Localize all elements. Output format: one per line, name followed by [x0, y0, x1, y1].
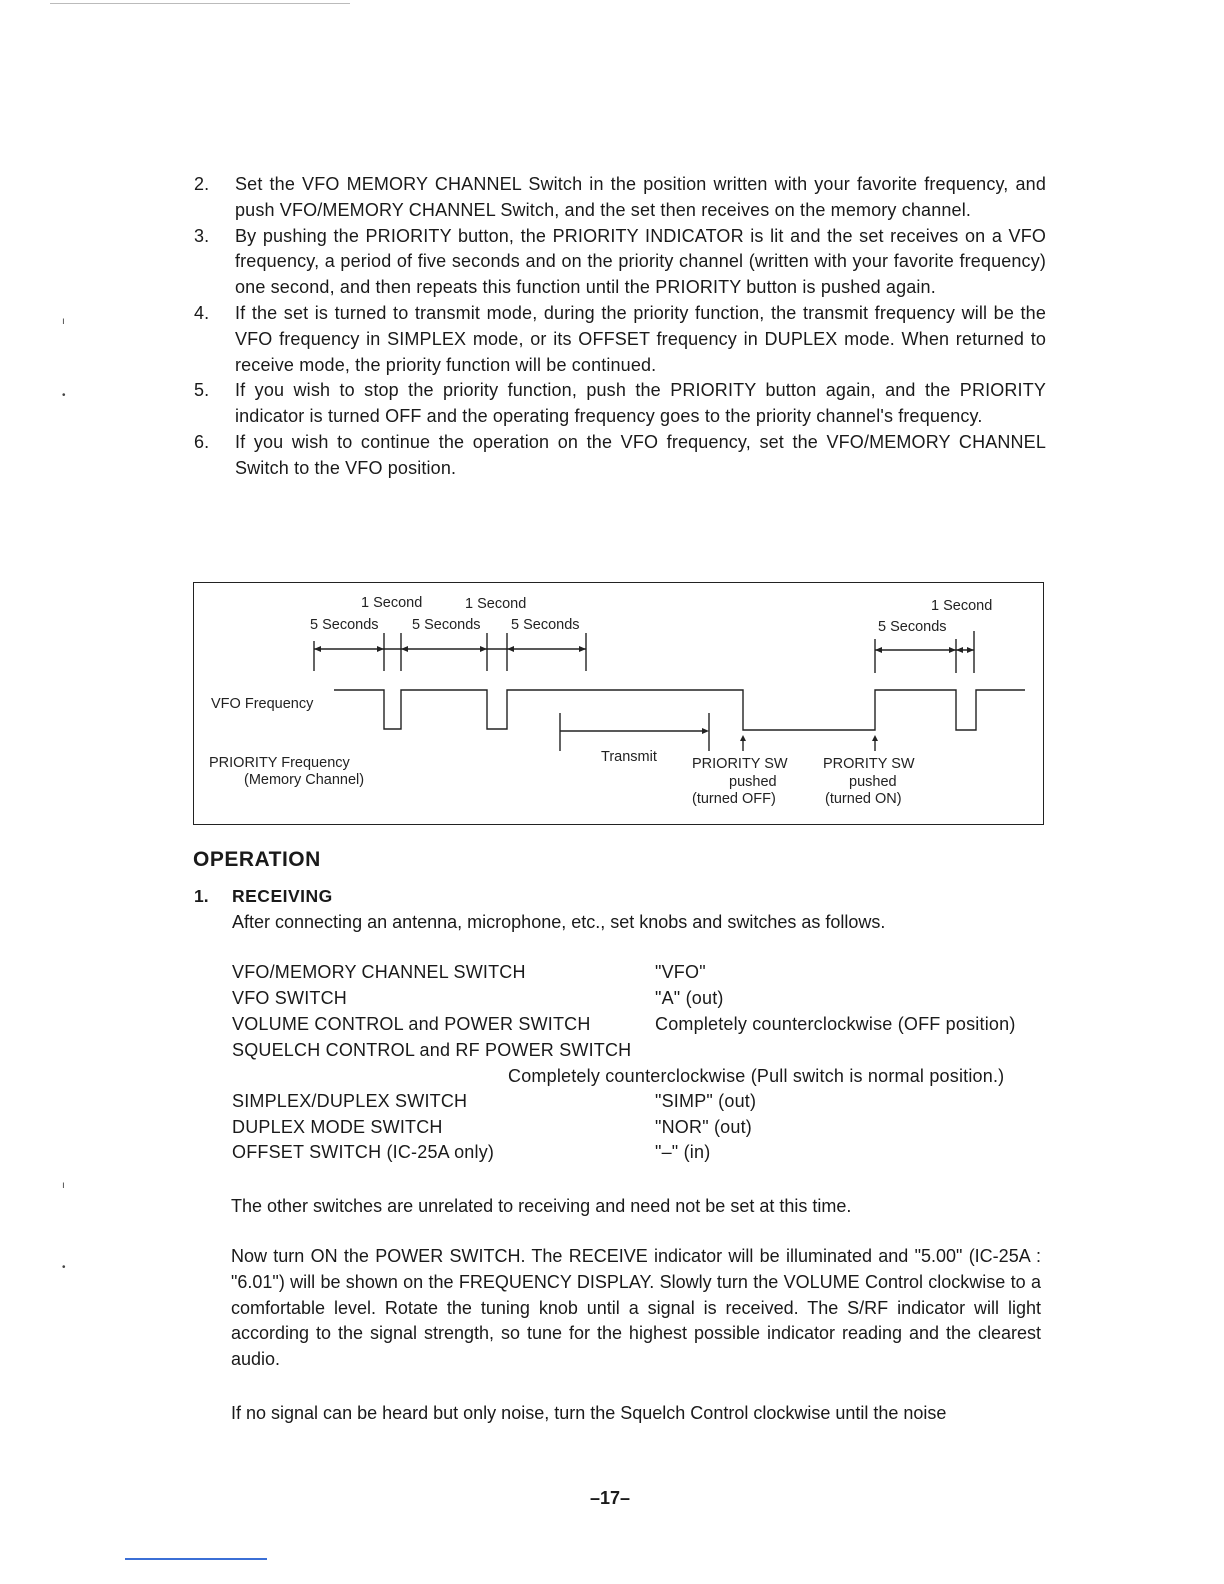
setting-value: "–" (in) [655, 1142, 711, 1162]
scan-speck: ı [62, 316, 65, 327]
scan-speck: ı [62, 1180, 65, 1191]
timing-diagram-svg [194, 583, 1045, 826]
setting-value: "VFO" [655, 962, 706, 982]
label-1-second: 1 Second [361, 595, 423, 611]
paragraph: If no signal can be heard but only noise, turn the Squelch Control clockwise until the noise [231, 1403, 947, 1423]
section-title-operation: OPERATION [193, 848, 321, 871]
setting-value: Completely counterclockwise (OFF position) [655, 1014, 1016, 1034]
label-1-second: 1 Second [931, 598, 993, 614]
setting-label: OFFSET SWITCH (IC-25A only) [232, 1142, 495, 1162]
label-5-seconds: 5 Seconds [511, 617, 580, 633]
page-number: –17– [590, 1488, 631, 1508]
setting-label: VOLUME CONTROL and POWER SWITCH [232, 1014, 591, 1034]
label-pushed: pushed [849, 774, 897, 790]
priority-timing-diagram [193, 582, 1044, 825]
scan-speck: • [62, 1262, 66, 1273]
label-5-seconds: 5 Seconds [310, 617, 379, 633]
paragraph: The other switches are unrelated to receiving and need not be set at this time. [231, 1196, 852, 1216]
list-item: 5. If you wish to stop the priority function, push the PRIORITY button again, and the PRIORITY indicator is turned OFF and the operating frequency goes to the priority channel's frequency. [194, 380, 1046, 427]
setting-value: Completely counterclockwise (Pull switch is normal position.) [508, 1066, 1005, 1086]
label-turned-on: (turned ON) [825, 791, 902, 807]
label-turned-off: (turned OFF) [692, 791, 776, 807]
receiving-intro: After connecting an antenna, microphone, etc., set knobs and switches as follows. [232, 912, 886, 932]
scan-speck: • [62, 390, 66, 401]
label-5-seconds: 5 Seconds [878, 619, 947, 635]
label-memory-channel: (Memory Channel) [244, 772, 365, 788]
subsection-number: 1. [194, 886, 209, 906]
setting-label: SQUELCH CONTROL and RF POWER SWITCH [232, 1040, 632, 1060]
label-prority-sw: PRORITY SW [823, 756, 915, 772]
label-5-seconds: 5 Seconds [412, 617, 481, 633]
setting-label: DUPLEX MODE SWITCH [232, 1117, 443, 1137]
setting-label: SIMPLEX/DUPLEX SWITCH [232, 1091, 468, 1111]
vfo-priority-waveform [334, 690, 1025, 730]
label-1-second: 1 Second [465, 596, 527, 612]
setting-value: "SIMP" (out) [655, 1091, 757, 1111]
scan-edge-line [50, 3, 350, 4]
priority-steps-list [194, 172, 1046, 482]
subsection-title-receiving: RECEIVING [232, 886, 333, 906]
setting-label: VFO SWITCH [232, 988, 347, 1008]
list-item: 4. If the set is turned to transmit mode, during the priority function, the transmit frequency will be the VFO frequency in SIMPLEX mode, or its OFFSET frequency in DUPLEX mode. When returned to receive mode, the priority function will be continued. [194, 302, 1046, 375]
list-item: 6. If you wish to continue the operation on the VFO frequency, set the VFO/MEMORY CHANNEL Switch to the VFO position. [194, 431, 1046, 478]
setting-label: VFO/MEMORY CHANNEL SWITCH [232, 962, 526, 982]
list-item: 3. By pushing the PRIORITY button, the PRIORITY INDICATOR is lit and the set receives on a VFO frequency, a period of five seconds and on the priority channel (written with your favorite frequency) one second, and then repeats this function until the PRIORITY button is pushed again. [194, 225, 1046, 298]
paragraph: Now turn ON the POWER SWITCH. The RECEIVE indicator will be illuminated and "5.00" (IC-25A : "6.01") will be shown on the FREQUENCY DISPLAY. Slowly turn the VOLUME Control clockwise to a comfortable level. Rotate the tuning knob until a signal is received. The S/RF indicator will light according to the signal strength, so tune for the highest possible indicator reading and the clearest audio. [231, 1246, 1041, 1370]
list-item: 2. Set the VFO MEMORY CHANNEL Switch in the position written with your favorite frequency, and push VFO/MEMORY CHANNEL Switch, and the set then receives on the memory channel. [194, 174, 1046, 220]
scan-edge-line [125, 1558, 267, 1560]
label-pushed: pushed [729, 774, 777, 790]
label-priority-sw: PRIORITY SW [692, 756, 788, 772]
label-priority-frequency: PRIORITY Frequency [209, 755, 350, 771]
label-vfo-frequency: VFO Frequency [211, 696, 314, 712]
setting-value: "NOR" (out) [655, 1117, 752, 1137]
label-transmit: Transmit [601, 749, 657, 765]
setting-value: "A" (out) [655, 988, 724, 1008]
